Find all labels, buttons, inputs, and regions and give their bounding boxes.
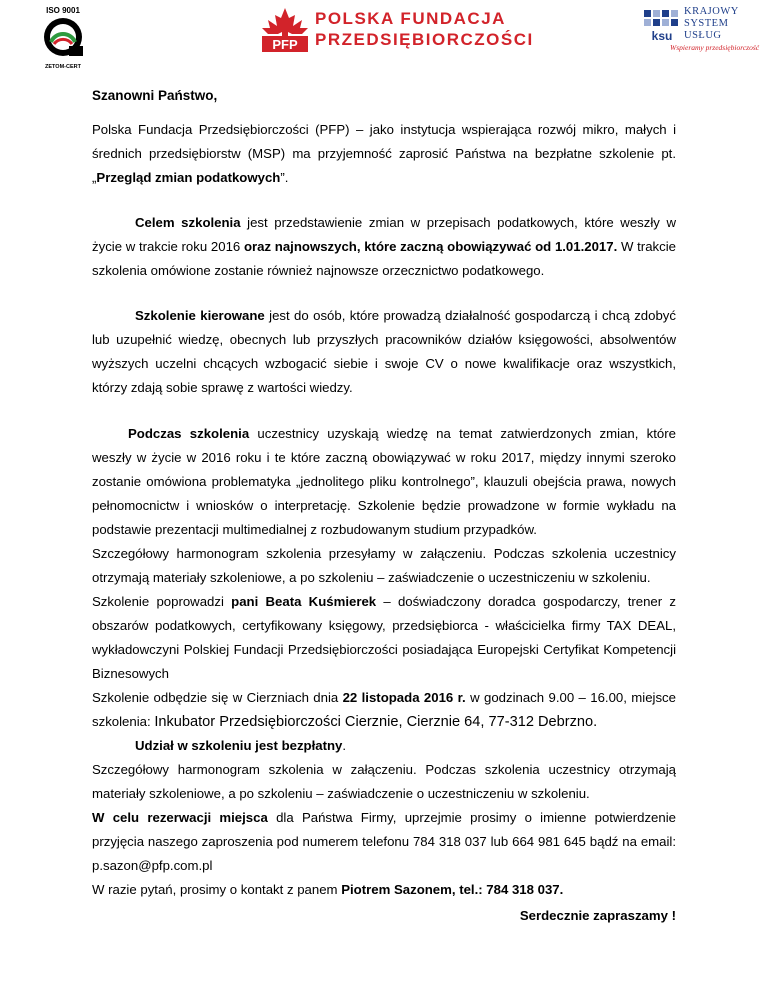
- intro-quote-close: ”.: [280, 170, 289, 185]
- trainer-text: – doświadczony doradca gospodarczy, trener z obszarów podatkowych, certyfikowany księgowy, przedsiębiorca - właścicielka firmy TAX DEAL, wykładowczyni Polskiej Fundacji Przedsiębiorczości posiadająca Europejski Certyfikat Kompetencji Biznesowych: [92, 594, 676, 681]
- during-paragraph: [92, 422, 676, 542]
- goal-text-2: W trakcie szkolenia omówione zostanie również najnowsze orzecznictwo podatkowego.: [92, 239, 676, 278]
- schedule-paragraph: Szczegółowy harmonogram szkolenia przesyłamy w załączeniu. Podczas szkolenia uczestnicy otrzymają materiały szkoleniowe, a po szkoleniu – zaświadczenie o uczestniczeniu w szkoleniu.: [92, 546, 676, 585]
- training-title: Przegląd zmian podatkowych: [96, 170, 281, 185]
- trainer-prefix: Szkolenie poprowadzi: [92, 594, 232, 609]
- audience-paragraph: [92, 304, 676, 400]
- goal-label: Celem szkolenia: [135, 215, 241, 230]
- reservation-text: dla Państwa Firmy, uprzejmie prosimy o imienne potwierdzenie przyjęcia naszego zaproszenia pod numerem telefonu 784 318 037 lub 664 981 645 bądź na email: p.sazon@pfp.com.pl: [92, 810, 676, 873]
- ksu-abbr: ksu: [651, 29, 673, 43]
- zetom-cert-icon: [41, 16, 85, 58]
- letter-body: [92, 76, 676, 928]
- free-end: .: [342, 738, 347, 753]
- trainer-name: pani Beata Kuśmierek: [231, 594, 377, 609]
- letterhead: [0, 0, 768, 70]
- maple-leaf-icon: [258, 6, 312, 54]
- ksu-name: [684, 6, 739, 42]
- spacer: [92, 283, 676, 304]
- schedule-paragraph-2: Szczegółowy harmonogram szkolenia w załączeniu. Podczas szkolenia uczestnicy otrzymają materiały szkoleniowe, a po szkoleniu – zaświadczenie o uczestniczeniu w szkoleniu.: [92, 762, 676, 801]
- trainer-paragraph: [92, 590, 676, 686]
- ksu-grid-icon: [642, 8, 682, 44]
- iso-label: ISO 9001: [46, 6, 80, 15]
- pfp-logo: [258, 6, 534, 56]
- venue-end: .: [593, 714, 598, 730]
- reservation-label: W celu rezerwacji miejsca: [92, 810, 268, 825]
- goal-text: jest przedstawienie zmian w przepisach podatkowych, które weszły w życie w trakcie roku 2016: [92, 215, 676, 254]
- pfp-abbr: PFP: [272, 37, 298, 52]
- intro-paragraph: [92, 118, 676, 190]
- contact-prefix: W razie pytań, prosimy o kontakt z panem: [92, 882, 342, 897]
- ksu-line-2: SYSTEM: [684, 18, 729, 29]
- pfp-name: [315, 8, 534, 50]
- pfp-line-2: PRZEDSIĘBIORCZOŚCI: [315, 30, 534, 49]
- closing-line: Serdecznie zapraszamy !: [519, 908, 676, 923]
- date-prefix: Szkolenie odbędzie się w Cierzniach dnia: [92, 690, 343, 705]
- ksu-logo: [640, 6, 760, 56]
- audience-label: Szkolenie kierowane: [135, 308, 265, 323]
- ksu-slogan: Wspieramy przedsiębiorczość: [670, 43, 760, 52]
- intro-text: Polska Fundacja Przedsiębiorczości (PFP) – jako instytucja wspierająca rozwój mikro, małych i średnich przedsiębiorstw (MSP) ma przyjemność zaprosić Państwa na bezpłatne szkolenie pt.: [92, 122, 676, 161]
- contact-person: Piotrem Sazonem, tel.: 784 318 037.: [341, 882, 564, 897]
- training-date: 22 listopada 2016 r.: [342, 690, 466, 705]
- venue: Inkubator Przedsiębiorczości Cierznie, Cierznie 64, 77-312 Debrzno: [154, 714, 594, 730]
- intro-quote-open: „: [92, 170, 97, 185]
- during-label: Podczas szkolenia: [128, 426, 250, 441]
- spacer: [92, 400, 676, 422]
- date-paragraph: [92, 686, 676, 734]
- date-text: w godzinach 9.00 – 16.00, miejsce szkolenia:: [92, 690, 676, 729]
- pfp-line-1: POLSKA FUNDACJA: [315, 9, 506, 28]
- audience-text: jest do osób, które prowadzą działalność gospodarczą i chcą zdobyć lub uzupełnić wiedzę, obecnych lub przyszłych pracowników działów księgowości, absolwentów wyższych uczelni chcących wzbogacić siebie i swoje CV o nowe kwalifikacje oraz wszystkich, którzy zdają sobie sprawę z wartości wiedzy.: [92, 308, 676, 395]
- goal-date: oraz najnowszych, które zaczną obowiązywać od 1.01.2017.: [243, 239, 618, 254]
- ksu-line-3: USŁUG: [684, 30, 722, 41]
- greeting: Szanowni Państwo,: [92, 88, 218, 103]
- iso-logo: [38, 6, 88, 70]
- spacer: [92, 190, 676, 211]
- contact-paragraph: [92, 878, 676, 902]
- free-notice: Udział w szkoleniu jest bezpłatny: [135, 738, 343, 753]
- during-text: uczestnicy uzyskają wiedzę na temat zatwierdzonych zmian, które weszły w życie w 2016 roku i te które zaczną obowiązywać w roku 2017, między innymi szeroko zostanie omówiona problematyka „jednolitego pliku kontrolnego”, klauzuli obejścia prawa, nowych pełnomocnictw i wniosków o interpretację. Szkolenie będzie prowadzone w formie wykładu na podstawie prezentacji multimedialnej z rozbudowanym studium przypadków.: [92, 426, 676, 537]
- free-paragraph: [92, 734, 676, 758]
- reservation-paragraph: [92, 806, 676, 878]
- goal-paragraph: [92, 211, 676, 283]
- ksu-line-1: KRAJOWY: [684, 6, 739, 17]
- iso-footer: ZETOM-CERT: [45, 64, 81, 70]
